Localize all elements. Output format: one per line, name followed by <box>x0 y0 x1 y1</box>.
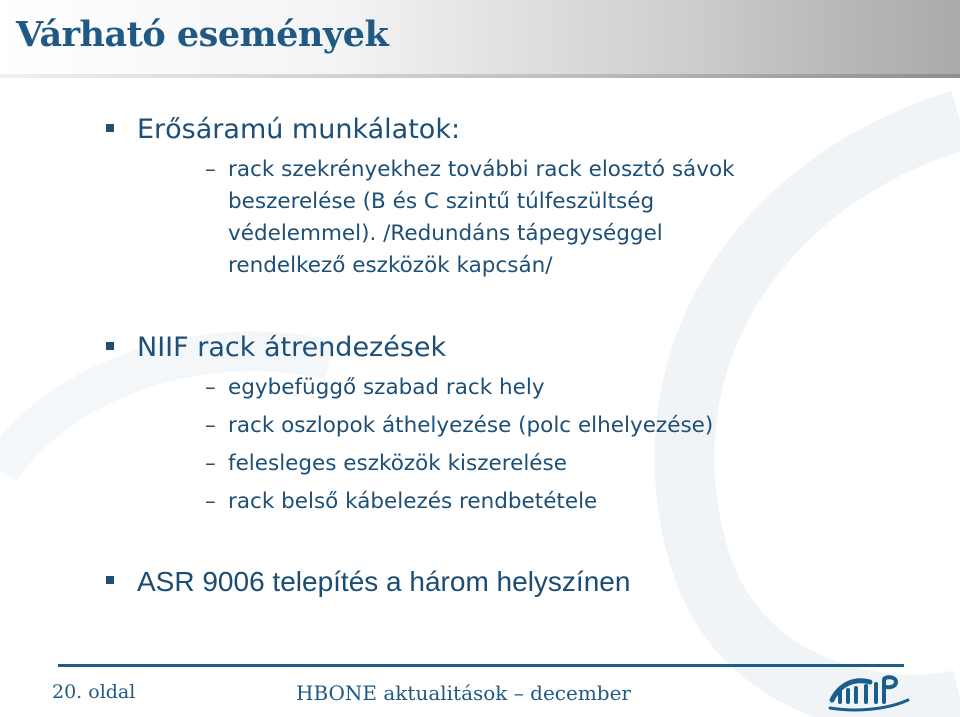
dash-marker: – <box>205 375 216 400</box>
sub-item-continuation: védelemmel). /Redundáns tápegységgel <box>228 221 663 246</box>
dash-marker: – <box>205 157 216 182</box>
dash-marker: – <box>205 451 216 476</box>
niif-logo-icon <box>826 670 912 714</box>
sub-item-text: rack belső kábelezés rendbetétele <box>228 489 598 514</box>
dash-marker: – <box>205 489 216 514</box>
sub-item-continuation: beszerelése (B és C szintű túlfeszültség <box>228 189 655 214</box>
bullet-text: NIIF rack átrendezések <box>137 332 447 363</box>
square-bullet-icon <box>106 342 114 350</box>
bullet-text: ASR 9006 telepítés a három helyszínen <box>137 566 631 597</box>
sub-item-text: egybefüggő szabad rack hely <box>228 375 545 400</box>
sub-item-text: rack szekrényekhez további rack elosztó sávok <box>228 157 735 182</box>
slide-title: Várható események <box>16 14 389 55</box>
footer-title: HBONE aktualitások – december <box>296 681 631 705</box>
dash-marker: – <box>205 413 216 438</box>
square-bullet-icon <box>106 124 114 132</box>
square-bullet-icon <box>106 576 114 584</box>
sub-item-continuation: rendelkező eszközök kapcsán/ <box>228 253 553 278</box>
sub-item-text: felesleges eszközök kiszerelése <box>228 451 567 476</box>
footer-divider <box>58 664 904 667</box>
title-underline <box>0 74 960 78</box>
page-number: 20. oldal <box>52 681 136 703</box>
bullet-text: Erősáramú munkálatok: <box>137 114 461 145</box>
sub-item-text: rack oszlopok áthelyezése (polc elhelyezése) <box>228 413 714 438</box>
